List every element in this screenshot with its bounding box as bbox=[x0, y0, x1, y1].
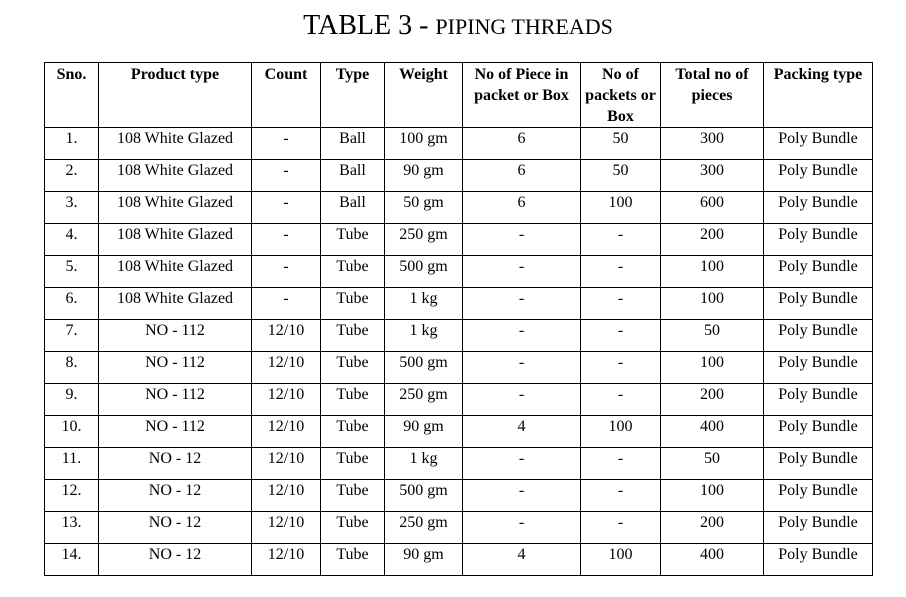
cell-packets: 50 bbox=[581, 160, 661, 192]
cell-packets: - bbox=[581, 352, 661, 384]
cell-packets: 100 bbox=[581, 416, 661, 448]
cell-weight: 500 gm bbox=[385, 352, 463, 384]
cell-product-type: NO - 12 bbox=[99, 512, 252, 544]
cell-type: Tube bbox=[321, 416, 385, 448]
table-row bbox=[45, 288, 873, 320]
cell-type: Tube bbox=[321, 256, 385, 288]
cell-count: 12/10 bbox=[252, 384, 321, 416]
table-row bbox=[45, 416, 873, 448]
cell-packing-type: Poly Bundle bbox=[764, 192, 873, 224]
cell-weight: 90 gm bbox=[385, 160, 463, 192]
header-sno: Sno. bbox=[45, 63, 99, 128]
cell-type: Tube bbox=[321, 384, 385, 416]
table-row bbox=[45, 320, 873, 352]
table-header bbox=[45, 63, 873, 128]
table-row bbox=[45, 256, 873, 288]
cell-pieces-per-packet: 4 bbox=[463, 544, 581, 576]
cell-product-type: NO - 112 bbox=[99, 352, 252, 384]
cell-sno: 2. bbox=[45, 160, 99, 192]
cell-count: 12/10 bbox=[252, 512, 321, 544]
cell-weight: 250 gm bbox=[385, 224, 463, 256]
cell-type: Tube bbox=[321, 352, 385, 384]
cell-pieces-per-packet: - bbox=[463, 512, 581, 544]
table-body bbox=[45, 128, 873, 576]
cell-type: Ball bbox=[321, 128, 385, 160]
cell-product-type: NO - 112 bbox=[99, 416, 252, 448]
table-row bbox=[45, 160, 873, 192]
cell-sno: 5. bbox=[45, 256, 99, 288]
cell-sno: 14. bbox=[45, 544, 99, 576]
cell-type: Ball bbox=[321, 160, 385, 192]
cell-pieces-per-packet: - bbox=[463, 480, 581, 512]
cell-sno: 10. bbox=[45, 416, 99, 448]
cell-type: Tube bbox=[321, 448, 385, 480]
cell-count: 12/10 bbox=[252, 352, 321, 384]
cell-weight: 250 gm bbox=[385, 384, 463, 416]
table-row bbox=[45, 480, 873, 512]
cell-pieces-per-packet: 6 bbox=[463, 128, 581, 160]
cell-sno: 4. bbox=[45, 224, 99, 256]
cell-pieces-per-packet: - bbox=[463, 320, 581, 352]
header-total-pieces: Total no of pieces bbox=[661, 63, 764, 128]
cell-count: - bbox=[252, 224, 321, 256]
cell-pieces-per-packet: - bbox=[463, 448, 581, 480]
cell-total-pieces: 100 bbox=[661, 256, 764, 288]
cell-count: 12/10 bbox=[252, 320, 321, 352]
cell-packing-type: Poly Bundle bbox=[764, 448, 873, 480]
cell-weight: 250 gm bbox=[385, 512, 463, 544]
cell-total-pieces: 100 bbox=[661, 352, 764, 384]
cell-total-pieces: 50 bbox=[661, 448, 764, 480]
cell-total-pieces: 300 bbox=[661, 128, 764, 160]
header-row bbox=[45, 63, 873, 128]
cell-sno: 6. bbox=[45, 288, 99, 320]
table-row bbox=[45, 192, 873, 224]
cell-pieces-per-packet: - bbox=[463, 288, 581, 320]
cell-product-type: 108 White Glazed bbox=[99, 128, 252, 160]
cell-weight: 1 kg bbox=[385, 448, 463, 480]
cell-type: Ball bbox=[321, 192, 385, 224]
table-row bbox=[45, 128, 873, 160]
cell-count: - bbox=[252, 256, 321, 288]
cell-count: 12/10 bbox=[252, 448, 321, 480]
cell-sno: 11. bbox=[45, 448, 99, 480]
table-row bbox=[45, 384, 873, 416]
cell-weight: 1 kg bbox=[385, 320, 463, 352]
cell-type: Tube bbox=[321, 544, 385, 576]
table-row bbox=[45, 544, 873, 576]
cell-total-pieces: 200 bbox=[661, 224, 764, 256]
table-row bbox=[45, 512, 873, 544]
cell-pieces-per-packet: - bbox=[463, 384, 581, 416]
cell-packing-type: Poly Bundle bbox=[764, 480, 873, 512]
header-type: Type bbox=[321, 63, 385, 128]
cell-sno: 1. bbox=[45, 128, 99, 160]
cell-packets: - bbox=[581, 320, 661, 352]
cell-pieces-per-packet: 4 bbox=[463, 416, 581, 448]
cell-product-type: NO - 112 bbox=[99, 384, 252, 416]
cell-packets: - bbox=[581, 448, 661, 480]
cell-packets: - bbox=[581, 224, 661, 256]
cell-type: Tube bbox=[321, 288, 385, 320]
cell-weight: 90 gm bbox=[385, 416, 463, 448]
cell-total-pieces: 400 bbox=[661, 544, 764, 576]
cell-packing-type: Poly Bundle bbox=[764, 544, 873, 576]
title-sub: PIPING THREADS bbox=[435, 14, 613, 39]
cell-packing-type: Poly Bundle bbox=[764, 288, 873, 320]
cell-product-type: 108 White Glazed bbox=[99, 160, 252, 192]
cell-total-pieces: 100 bbox=[661, 288, 764, 320]
cell-packing-type: Poly Bundle bbox=[764, 160, 873, 192]
header-packets: No of packets or Box bbox=[581, 63, 661, 128]
cell-product-type: NO - 12 bbox=[99, 544, 252, 576]
cell-product-type: NO - 12 bbox=[99, 480, 252, 512]
cell-product-type: NO - 12 bbox=[99, 448, 252, 480]
header-weight: Weight bbox=[385, 63, 463, 128]
cell-count: - bbox=[252, 160, 321, 192]
cell-total-pieces: 600 bbox=[661, 192, 764, 224]
cell-product-type: 108 White Glazed bbox=[99, 224, 252, 256]
cell-total-pieces: 200 bbox=[661, 512, 764, 544]
cell-weight: 500 gm bbox=[385, 480, 463, 512]
header-count: Count bbox=[252, 63, 321, 128]
cell-count: 12/10 bbox=[252, 416, 321, 448]
cell-product-type: NO - 112 bbox=[99, 320, 252, 352]
table-row bbox=[45, 352, 873, 384]
cell-packets: 100 bbox=[581, 544, 661, 576]
cell-packing-type: Poly Bundle bbox=[764, 320, 873, 352]
cell-packets: - bbox=[581, 288, 661, 320]
cell-packing-type: Poly Bundle bbox=[764, 352, 873, 384]
header-packing-type: Packing type bbox=[764, 63, 873, 128]
cell-packing-type: Poly Bundle bbox=[764, 384, 873, 416]
cell-count: 12/10 bbox=[252, 480, 321, 512]
cell-packing-type: Poly Bundle bbox=[764, 128, 873, 160]
cell-pieces-per-packet: - bbox=[463, 224, 581, 256]
cell-product-type: 108 White Glazed bbox=[99, 192, 252, 224]
cell-packets: - bbox=[581, 512, 661, 544]
cell-weight: 100 gm bbox=[385, 128, 463, 160]
table-row bbox=[45, 224, 873, 256]
cell-product-type: 108 White Glazed bbox=[99, 256, 252, 288]
cell-count: - bbox=[252, 288, 321, 320]
cell-pieces-per-packet: - bbox=[463, 352, 581, 384]
cell-sno: 9. bbox=[45, 384, 99, 416]
cell-packets: - bbox=[581, 256, 661, 288]
cell-type: Tube bbox=[321, 480, 385, 512]
cell-pieces-per-packet: 6 bbox=[463, 160, 581, 192]
cell-weight: 90 gm bbox=[385, 544, 463, 576]
cell-total-pieces: 300 bbox=[661, 160, 764, 192]
cell-packets: - bbox=[581, 480, 661, 512]
cell-total-pieces: 100 bbox=[661, 480, 764, 512]
cell-weight: 50 gm bbox=[385, 192, 463, 224]
title-main: TABLE 3 - bbox=[303, 10, 436, 41]
cell-type: Tube bbox=[321, 224, 385, 256]
table-row bbox=[45, 448, 873, 480]
cell-packing-type: Poly Bundle bbox=[764, 512, 873, 544]
page-title bbox=[0, 10, 906, 42]
cell-sno: 3. bbox=[45, 192, 99, 224]
cell-pieces-per-packet: 6 bbox=[463, 192, 581, 224]
cell-weight: 1 kg bbox=[385, 288, 463, 320]
cell-packets: 100 bbox=[581, 192, 661, 224]
cell-sno: 12. bbox=[45, 480, 99, 512]
cell-packing-type: Poly Bundle bbox=[764, 416, 873, 448]
cell-packing-type: Poly Bundle bbox=[764, 256, 873, 288]
header-pieces-per-packet: No of Piece in packet or Box bbox=[463, 63, 581, 128]
cell-packing-type: Poly Bundle bbox=[764, 224, 873, 256]
cell-type: Tube bbox=[321, 512, 385, 544]
cell-count: - bbox=[252, 192, 321, 224]
cell-count: 12/10 bbox=[252, 544, 321, 576]
cell-sno: 7. bbox=[45, 320, 99, 352]
cell-count: - bbox=[252, 128, 321, 160]
cell-total-pieces: 400 bbox=[661, 416, 764, 448]
cell-product-type: 108 White Glazed bbox=[99, 288, 252, 320]
cell-weight: 500 gm bbox=[385, 256, 463, 288]
cell-packets: 50 bbox=[581, 128, 661, 160]
cell-sno: 8. bbox=[45, 352, 99, 384]
cell-total-pieces: 200 bbox=[661, 384, 764, 416]
cell-pieces-per-packet: - bbox=[463, 256, 581, 288]
cell-total-pieces: 50 bbox=[661, 320, 764, 352]
cell-packets: - bbox=[581, 384, 661, 416]
cell-sno: 13. bbox=[45, 512, 99, 544]
piping-threads-table bbox=[44, 62, 873, 576]
cell-type: Tube bbox=[321, 320, 385, 352]
header-product-type: Product type bbox=[99, 63, 252, 128]
